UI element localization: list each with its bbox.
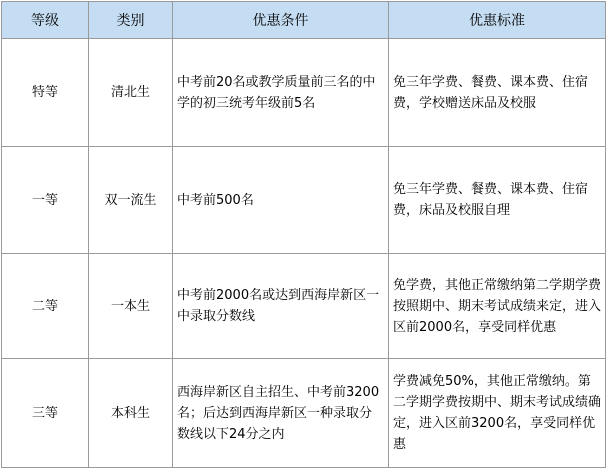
header-row xyxy=(2,2,606,39)
standard-cell: 免学费，其他正常缴纳第二学期学费按照期中、期末考试成绩来定，进入区前2000名，享受同样优惠 xyxy=(389,254,606,359)
level-cell: 二等 xyxy=(2,254,89,359)
condition-cell: 中考前20名或教学质量前三名的中学的初三统考年级前5名 xyxy=(173,39,389,147)
table-row xyxy=(2,359,606,468)
table-row xyxy=(2,39,606,147)
condition-cell: 西海岸新区自主招生、中考前3200名；后达到西海岸新区一种录取分数线以下24分之内 xyxy=(173,359,389,468)
level-cell: 三等 xyxy=(2,359,89,468)
scholarship-table xyxy=(1,1,606,468)
standard-cell: 学费减免50%，其他正常缴纳。第二学期学费按期中、期末考试成绩确定，进入区前3200名，享受同样优惠 xyxy=(389,359,606,468)
category-cell: 一本生 xyxy=(89,254,173,359)
category-cell: 本科生 xyxy=(89,359,173,468)
table-row xyxy=(2,254,606,359)
table-row xyxy=(2,147,606,254)
condition-cell: 中考前500名 xyxy=(173,147,389,254)
standard-cell: 免三年学费、餐费、课本费、住宿费，床品及校服自理 xyxy=(389,147,606,254)
level-cell: 一等 xyxy=(2,147,89,254)
header-condition: 优惠条件 xyxy=(173,2,389,39)
header-standard: 优惠标准 xyxy=(389,2,606,39)
category-cell: 双一流生 xyxy=(89,147,173,254)
standard-cell: 免三年学费、餐费、课本费、住宿费，学校赠送床品及校服 xyxy=(389,39,606,147)
header-category: 类别 xyxy=(89,2,173,39)
level-cell: 特等 xyxy=(2,39,89,147)
header-level: 等级 xyxy=(2,2,89,39)
condition-cell: 中考前2000名或达到西海岸新区一中录取分数线 xyxy=(173,254,389,359)
category-cell: 清北生 xyxy=(89,39,173,147)
